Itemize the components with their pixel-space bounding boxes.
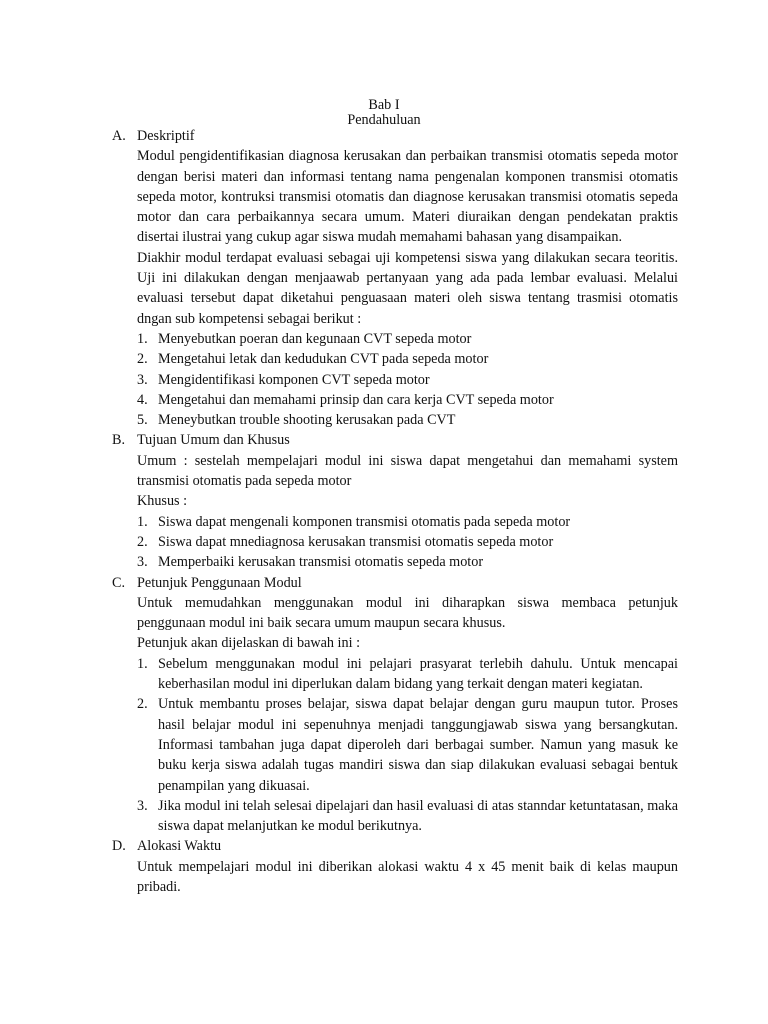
document-body — [0, 126, 768, 897]
section-a-heading — [112, 126, 678, 146]
list-item — [137, 410, 678, 430]
list-text: Mengetahui dan memahami prinsip dan cara kerja CVT sepeda motor — [158, 391, 554, 408]
section-d-paragraph-1: Untuk mempelajari modul ini diberikan alokasi waktu 4 x 45 menit baik di kelas maupun pribadi. — [137, 858, 678, 895]
list-text: Siswa dapat mengenali komponen transmisi otomatis pada sepeda motor — [158, 513, 571, 530]
list-item — [137, 329, 678, 349]
list-number: 5. — [137, 412, 148, 429]
list-item — [137, 349, 678, 369]
list-item — [137, 796, 678, 837]
section-b-heading — [112, 430, 678, 450]
section-c-heading — [112, 573, 678, 593]
section-b-umum: Umum : sestelah mempelajari modul ini siswa dapat mengetahui dan memahami system transmisi otomatis pada sepeda motor — [137, 452, 678, 490]
list-item — [137, 694, 678, 795]
chapter-number: Bab I — [368, 97, 400, 113]
list-item — [137, 654, 678, 695]
list-item — [137, 532, 678, 552]
list-number: 2. — [137, 351, 148, 368]
section-a-paragraph-2: Diakhir modul terdapat evaluasi sebagai uji kompetensi siswa yang dilakukan secara teoritis. Uji ini dilakukan dengan menjaawab pertanyaan yang ada pada lembar evaluasi. Melalui evaluasi tersebut dapat diketahui penguasaan materi oleh siswa tentang trasmisi otomatis dngan sub kompetensi sebagai berikut : — [137, 249, 678, 327]
list-number: 1. — [137, 513, 148, 530]
section-d-heading — [112, 836, 678, 856]
section-heading: Alokasi Waktu — [137, 838, 222, 855]
chapter-title: Pendahuluan — [347, 112, 421, 128]
section-letter: A. — [112, 128, 126, 144]
section-b-khusus-label: Khusus : — [137, 493, 188, 510]
section-heading: Deskriptif — [137, 128, 195, 144]
list-number: 3. — [137, 371, 148, 388]
list-item — [137, 512, 678, 532]
list-text: Siswa dapat mnediagnosa kerusakan transmisi otomatis sepeda motor — [158, 533, 554, 550]
section-heading: Tujuan Umum dan Khusus — [137, 432, 290, 449]
list-number: 2. — [137, 533, 148, 550]
list-number: 3. — [137, 797, 148, 814]
list-text: Memperbaiki kerusakan transmisi otomatis sepeda motor — [158, 554, 484, 571]
section-c-paragraph-1: Untuk memudahkan menggunakan modul ini diharapkan siswa membaca petunjuk penggunaan modul ini baik secara umum maupun secara khusus. — [137, 594, 678, 632]
section-letter: C. — [112, 574, 126, 591]
list-number: 1. — [137, 655, 148, 672]
list-item — [137, 370, 678, 390]
list-text: Mengetahui letak dan kedudukan CVT pada sepeda motor — [158, 351, 489, 368]
list-text: Jika modul ini telah selesai dipelajari dan hasil evaluasi di atas stanndar ketuntatasan, maka siswa dapat melanjutkan ke modul berikutnya. — [158, 797, 678, 835]
list-number: 1. — [137, 330, 148, 347]
section-a-paragraph-1: Modul pengidentifikasian diagnosa kerusakan dan perbaikan transmisi otomatis sepeda motor dengan berisi materi dan informasi tentang nama pengenalan komponen transmisi otomatis sepeda motor, kontruksi transmisi otomatis dan diagnose kerusakan transmisi otomatis sepeda motor dan cara perbaikannya secara umum. Materi diuraikan dengan pendekatan praktis disertai ilustrai yang cukup agar siswa mudah memahami bahasan yang disampaikan. — [137, 148, 678, 246]
list-text: Mengidentifikasi komponen CVT sepeda motor — [158, 371, 430, 388]
list-text: Untuk membantu proses belajar, siswa dapat belajar dengan guru maupun tutor. Proses hasil belajar modul ini sepenuhnya menjadi tanggungjawab siswa yang bersangkutan. Informasi tambahan juga dapat diperoleh dari berbagai sumber. Namun yang masuk ke buku kerja siswa adalah tugas mandiri siswa dan siap dilakukan evaluasi sebagai bentuk penampilan yang dikuasai. — [158, 696, 678, 794]
section-heading: Petunjuk Penggunaan Modul — [137, 574, 302, 591]
list-number: 2. — [137, 696, 148, 713]
list-text: Meneybutkan trouble shooting kerusakan pada CVT — [158, 412, 456, 429]
list-item — [137, 552, 678, 572]
list-text: Menyebutkan poeran dan kegunaan CVT sepeda motor — [158, 330, 472, 347]
list-number: 3. — [137, 554, 148, 571]
list-number: 4. — [137, 391, 148, 408]
section-letter: D. — [112, 838, 126, 855]
section-c-paragraph-2: Petunjuk akan dijelaskan di bawah ini : — [137, 635, 361, 652]
list-item — [137, 390, 678, 410]
section-letter: B. — [112, 432, 126, 449]
list-text: Sebelum menggunakan modul ini pelajari prasyarat terlebih dahulu. Untuk mencapai keberhasilan modul ini diperlukan dalam bidang yang terkait dengan materi kegiatan. — [158, 655, 678, 693]
